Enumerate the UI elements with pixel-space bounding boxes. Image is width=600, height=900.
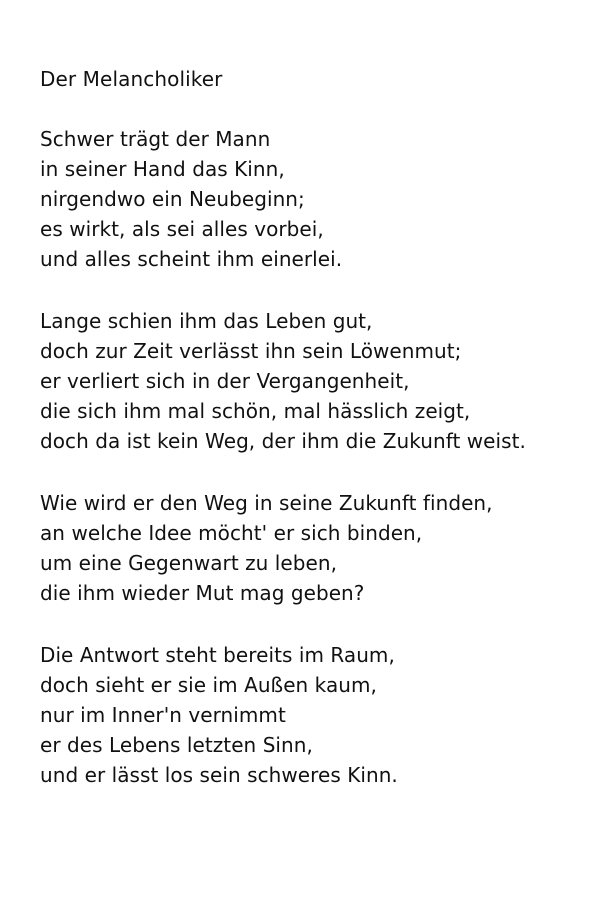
stanza-3 [40, 488, 585, 608]
poem-line: nirgendwo ein Neubeginn; [40, 187, 305, 211]
poem-line: er des Lebens letzten Sinn, [40, 733, 313, 757]
poem-line: Schwer trägt der Mann [40, 127, 271, 151]
poem-line: die sich ihm mal schön, mal hässlich zeigt, [40, 399, 471, 423]
stanza-2 [40, 306, 585, 456]
poem-line: Die Antwort steht bereits im Raum, [40, 643, 395, 667]
stanza-1 [40, 124, 585, 274]
poem-line: er verliert sich in der Vergangenheit, [40, 369, 410, 393]
poem-line: und alles scheint ihm einerlei. [40, 247, 343, 271]
poem-line: nur im Inner'n vernimmt [40, 703, 286, 727]
poem-title: Der Melancholiker [40, 67, 223, 91]
poem-line: doch da ist kein Weg, der ihm die Zukunft weist. [40, 429, 526, 453]
poem-line: doch sieht er sie im Außen kaum, [40, 673, 377, 697]
poem-line: und er lässt los sein schweres Kinn. [40, 763, 398, 787]
poem-line: Lange schien ihm das Leben gut, [40, 309, 373, 333]
poem-line: es wirkt, als sei alles vorbei, [40, 217, 324, 241]
stanza-4 [40, 640, 585, 790]
poem-line: doch zur Zeit verlässt ihn sein Löwenmut; [40, 339, 462, 363]
poem-page [40, 64, 585, 822]
poem-line: um eine Gegenwart zu leben, [40, 551, 338, 575]
poem-line: Wie wird er den Weg in seine Zukunft finden, [40, 491, 493, 515]
poem-line: in seiner Hand das Kinn, [40, 157, 285, 181]
poem-body [40, 124, 585, 790]
poem-line: an welche Idee möcht' er sich binden, [40, 521, 423, 545]
poem-line: die ihm wieder Mut mag geben? [40, 581, 365, 605]
